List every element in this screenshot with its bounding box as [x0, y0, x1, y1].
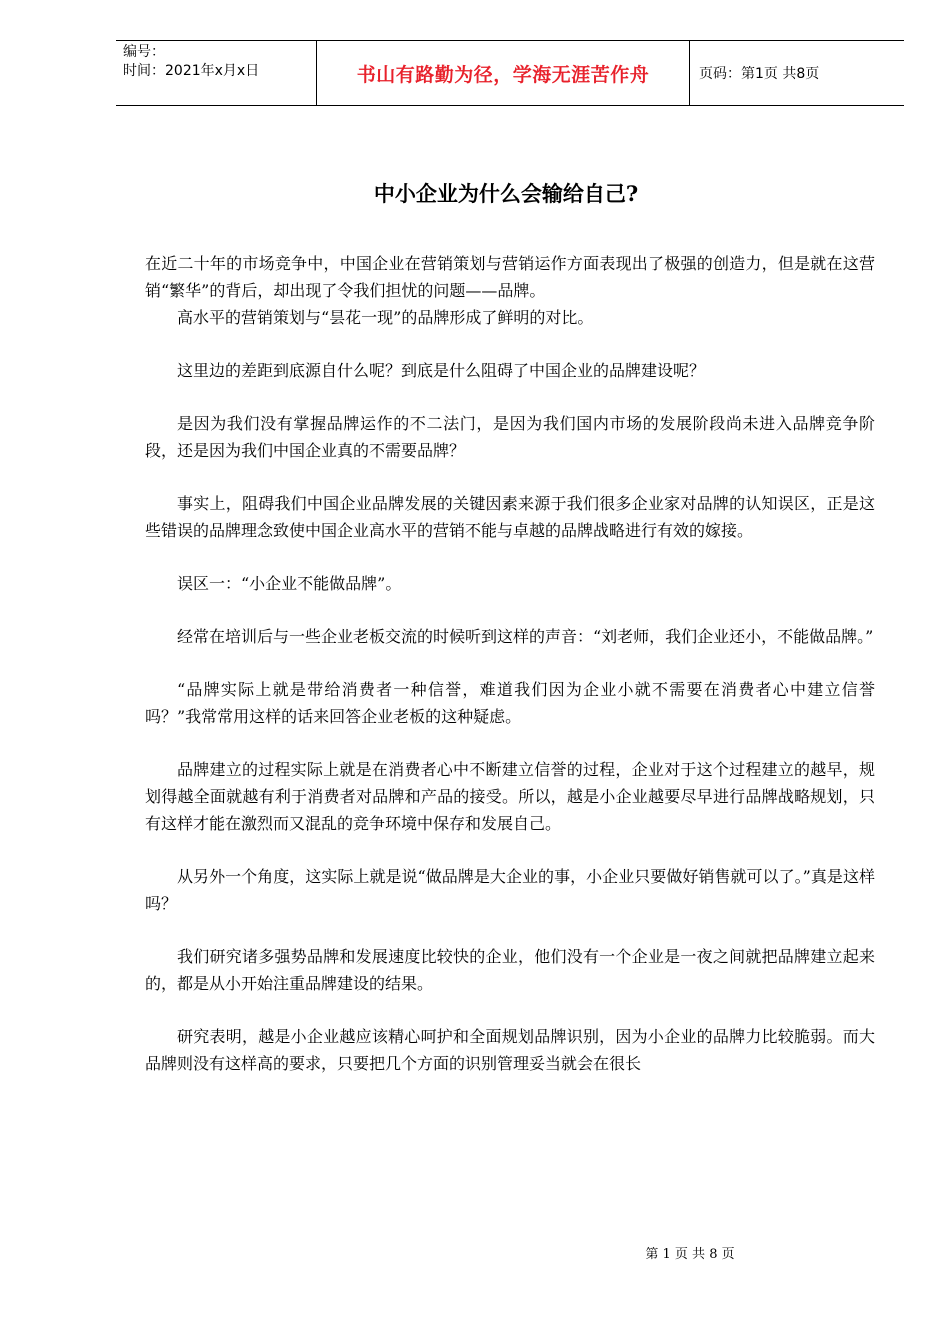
- paragraph-12: 研究表明，越是小企业越应该精心呵护和全面规划品牌识别，因为小企业的品牌力比较脆弱。而大品牌则没有这样高的要求，只要把几个方面的识别管理妥当就会在很长: [145, 1027, 875, 1073]
- paragraph-6: 误区一：“小企业不能做品牌”。: [177, 574, 402, 593]
- paragraph-3: 这里边的差距到底源自什么呢？到底是什么阻碍了中国企业的品牌建设呢？: [177, 361, 706, 380]
- number-label: 编号：: [123, 44, 165, 60]
- page-footer: 第 1 页 共 8 页: [645, 1247, 735, 1262]
- paragraph-10: 从另外一个角度，这实际上就是说“做品牌是大企业的事，小企业只要做好销售就可以了。”真是这样吗？: [145, 867, 875, 913]
- document-title: 中小企业为什么会输给自己?: [373, 181, 639, 206]
- paragraph-8: “品牌实际上就是带给消费者一种信誉，难道我们因为企业小就不需要在消费者心中建立信誉吗？”我常常用这样的话来回答企业老板的这种疑虑。: [145, 680, 875, 726]
- document-body: [145, 250, 875, 1077]
- paragraph-7: 经常在培训后与一些企业老板交流的时候听到这样的声音：“刘老师，我们企业还小，不能做品牌。”: [177, 627, 874, 646]
- paragraph-2: 高水平的营销策划与“昙花一现”的品牌形成了鲜明的对比。: [177, 308, 594, 327]
- paragraph-11: 我们研究诸多强势品牌和发展速度比较快的企业，他们没有一个企业是一夜之间就把品牌建立起来的，都是从小开始注重品牌建设的结果。: [145, 947, 875, 993]
- header-meta: [116, 41, 316, 105]
- time-label: 时间：2021年x月x日: [123, 63, 260, 79]
- document-header: [116, 40, 904, 106]
- paragraph-5: 事实上，阻碍我们中国企业品牌发展的关键因素来源于我们很多企业家对品牌的认知误区，正是这些错误的品牌理念致使中国企业高水平的营销不能与卓越的品牌战略进行有效的嫁接。: [145, 494, 875, 540]
- paragraph-9: 品牌建立的过程实际上就是在消费者心中不断建立信誉的过程，企业对于这个过程建立的越早，规划得越全面就越有利于消费者对品牌和产品的接受。所以，越是小企业越要尽早进行品牌战略规划，只有这样才能在激烈而又混乱的竞争环境中保存和发展自己。: [145, 760, 875, 833]
- header-motto: 书山有路勤为径，学海无涯苦作舟: [316, 41, 690, 105]
- header-page-info: 页码：第1页 共8页: [699, 66, 820, 82]
- paragraph-1: 在近二十年的市场竞争中，中国企业在营销策划与营销运作方面表现出了极强的创造力，但是就在这营销“繁华”的背后，却出现了令我们担忧的问题——品牌。: [145, 254, 875, 300]
- paragraph-4: 是因为我们没有掌握品牌运作的不二法门，是因为我们国内市场的发展阶段尚未进入品牌竞争阶段，还是因为我们中国企业真的不需要品牌？: [145, 414, 875, 460]
